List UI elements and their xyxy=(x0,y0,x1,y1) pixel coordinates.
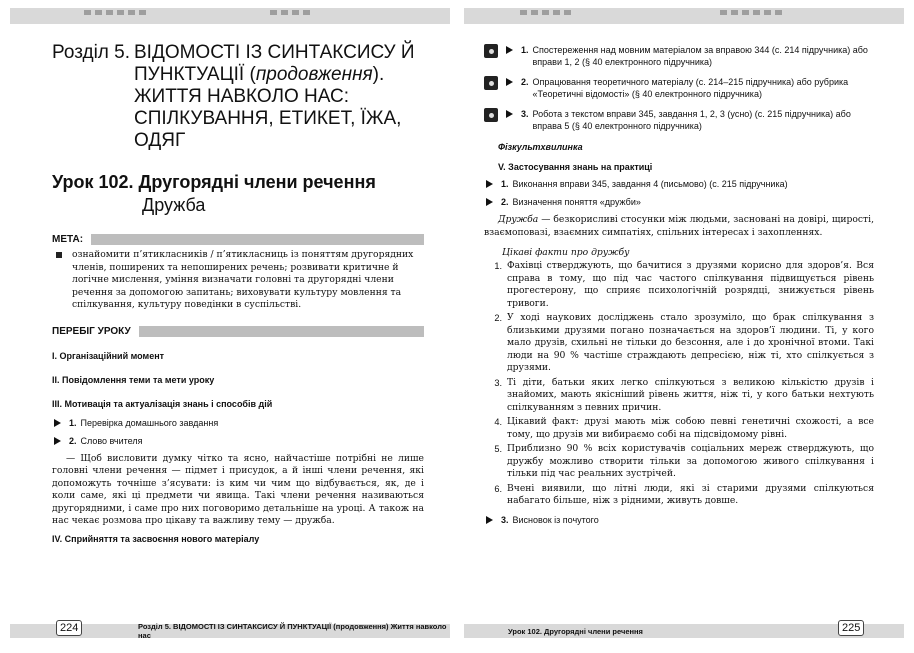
square-bullet-icon xyxy=(56,252,62,258)
arrow-icon xyxy=(486,516,493,524)
task-item-3: 3. Робота з текстом вправи 345, завдання 1, 2, 3 (усно) (с. 215 підручника) або вправа 5 (§ 40 електронного підручника) xyxy=(484,108,874,132)
fact-item: 5. Приблизно 90 % всіх користувачів соціальних мереж стверджують, що дружбу можливо створити тільки за допомогою живого спілкування і тільки під час реальних зустрічей. xyxy=(494,443,874,479)
course-heading: ПЕРЕБІГ УРОКУ xyxy=(52,326,424,337)
facts-title: Цікаві факти про дружбу xyxy=(502,247,630,258)
step-heading-4: IV. Сприйняття та засвоєння нового матеріалу xyxy=(52,533,260,544)
header-dots-right-2 xyxy=(720,10,782,15)
media-icon xyxy=(484,108,498,122)
arrow-icon xyxy=(54,437,61,445)
meta-heading: МЕТА: xyxy=(52,234,424,245)
meta-text: ознайомити п’ятикласників / п’ятикласниць із поняттям другорядних членів, поширених та непоширених речень; розвивати критичне й логічне мислення, уміння визначати головні та другорядні члени речення за допомогою запитань; виховувати культуру мовлення та спілкування, культуру поведінки в суспільстві. xyxy=(52,249,424,312)
fact-item: 3. Ті діти, батьки яких легко спілкуються з великою кількістю друзів і знайомих, мають якісніший рівень життя, ніж ті, у кого батьки нехтують спілкуванням з певних причин. xyxy=(494,376,874,413)
header-dots-left xyxy=(84,10,146,15)
header-dots-left-2 xyxy=(270,10,310,15)
fizkult-heading: Фізкультхвилинка xyxy=(498,142,583,152)
page-number-right: 225 xyxy=(838,620,864,636)
lesson-title: Урок 102. Другорядні члени речення xyxy=(52,172,376,192)
practice-3: 3. Висновок із почутого xyxy=(484,514,874,526)
step-heading-2: II. Повідомлення теми та мети уроку xyxy=(52,374,215,385)
arrow-icon xyxy=(54,419,61,427)
fact-item: 4. Цікавий факт: друзі мають між собою певні генетичні схожості, а все тому, що друзів ми вибираємо собі на підсвідомому рівні. xyxy=(494,416,874,440)
section-title-text: ВІДОМОСТІ ІЗ СИНТАКСИСУ Й ПУНКТУАЦІЇ (продовження). ЖИТТЯ НАВКОЛО НАС: СПІЛКУВАННЯ, ЕТИКЕТ, ЇЖА, ОДЯГ xyxy=(134,42,415,151)
page-number-left: 224 xyxy=(56,620,82,636)
section-label: Розділ 5. xyxy=(52,42,131,63)
arrow-icon xyxy=(486,198,493,206)
practice-1: 1. Виконання вправи 345, завдання 4 (письмово) (с. 215 підручника) xyxy=(484,178,874,190)
fact-item: 2. У ході наукових досліджень стало зрозуміло, що брак спілкування з близькими друзями погано позначається на здоров’ї людини. Ті, у кого мало друзів, схильні не тільки до безсоння, але і до хронічної втоми. Такі люди на 90 % частіше страждають депресією, ніж ті, хто спілкується з друзями. xyxy=(494,312,874,373)
definition: Дружба — безкорисливі стосунки між людьми, засновані на довірі, щирості, взаємоповазі, взаємних симпатіях, спільних інтересах і захопленнях. xyxy=(484,214,874,238)
step-heading-1: I. Організаційний момент xyxy=(52,350,165,361)
media-icon xyxy=(484,76,498,90)
arrow-icon xyxy=(506,46,513,54)
teacher-text: — Щоб висловити думку чітко та ясно, найчастіше потрібні не лише головні члени речення — підмет і присудок, а й інші члени речення, які допоможуть точніше з’ясувати: із ким чи чим що відбувається, як, де і коли саме, які ці предмети чи явища. Такі члени речення називаються другорядними, і саме про них поговоримо детальніше на уроці. А також на нас чекає розмова про цікаву та важливу тему — дружба. xyxy=(52,452,424,526)
media-icon xyxy=(484,44,498,58)
substep-2: 2. Слово вчителя xyxy=(52,435,424,447)
step-heading-5: V. Застосування знань на практиці xyxy=(498,162,653,172)
task-item-2: 2. Опрацювання теоретичного матеріалу (с. 214–215 підручника) або рубрика «Теоретичні відомості» (§ 40 електронного підручника) xyxy=(484,76,874,100)
header-bar-left xyxy=(10,8,450,24)
footer-right: Урок 102. Другорядні члени речення xyxy=(464,624,904,638)
footer-left: Розділ 5. ВІДОМОСТІ ІЗ СИНТАКСИСУ Й ПУНКТУАЦІЇ (продовження) Життя навколо нас xyxy=(10,624,450,638)
arrow-icon xyxy=(506,110,513,118)
left-page xyxy=(52,30,424,544)
practice-2: 2. Визначення поняття «дружби» xyxy=(484,196,874,208)
section-title xyxy=(52,42,424,152)
substep-1: 1. Перевірка домашнього завдання xyxy=(52,417,424,429)
arrow-icon xyxy=(506,78,513,86)
fact-item: 1. Фахівці стверджують, що бачитися з друзями корисно для здоров’я. Вся справа в тому, що під час частого спілкування підвищується рівень прогестерону, що сприяє психологічній розрядці, знижується рівень тривоги. xyxy=(494,260,874,309)
right-page xyxy=(484,38,874,526)
fact-item: 6. Вчені виявили, що літні люди, які зі старими друзями спілкуються набагато більше, ніж з рідними, живуть довше. xyxy=(494,482,874,506)
lesson-subtitle: Дружба xyxy=(142,195,206,215)
header-dots-right xyxy=(520,10,571,15)
step-heading-3: III. Мотивація та актуалізація знань і способів дій xyxy=(52,398,273,409)
arrow-icon xyxy=(486,180,493,188)
task-item-1: 1. Спостереження над мовним матеріалом за вправою 344 (с. 214 підручника) або вправи 1, 2 (§ 40 електронного підручника) xyxy=(484,44,874,68)
